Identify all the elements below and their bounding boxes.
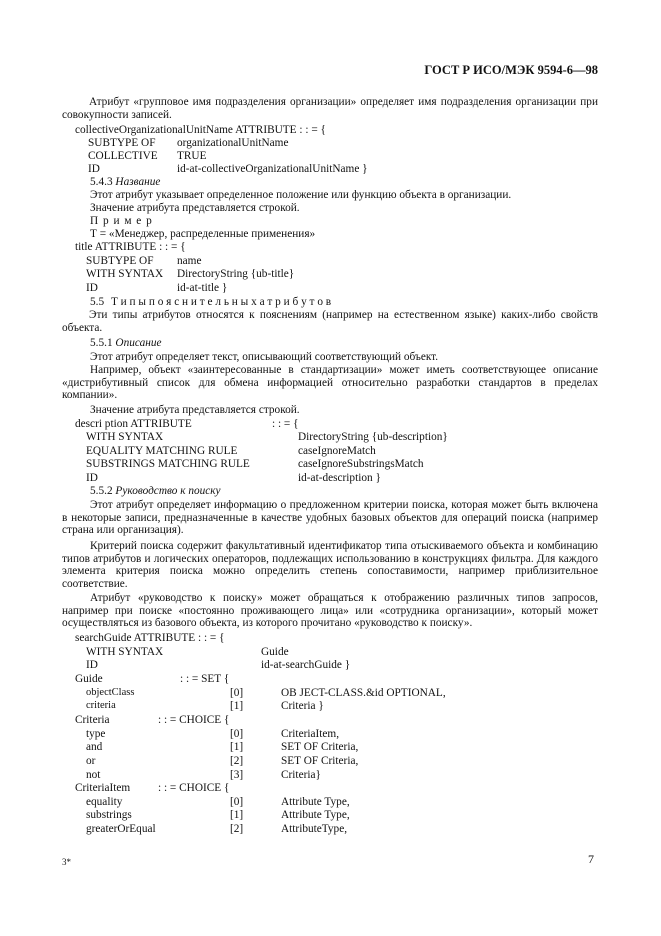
description-key: WITH SYNTAX <box>86 431 164 443</box>
criteria-type: SET OF Criteria, <box>281 741 359 753</box>
section-title: Описание <box>115 337 162 349</box>
guide-assign: : : = SET { <box>180 673 230 685</box>
criteria-field: or <box>86 755 96 767</box>
description-key: EQUALITY MATCHING RULE <box>86 445 238 457</box>
description-value: id-at-description } <box>298 472 381 484</box>
guide-field: objectClass <box>86 687 135 698</box>
searchguide-declaration: searchGuide ATTRIBUTE : : = { <box>75 632 225 644</box>
guide-field: criteria <box>86 700 116 711</box>
criteria-declaration: Criteria <box>75 714 110 726</box>
title-key: WITH SYNTAX <box>86 268 164 280</box>
example-label: П р и м е р <box>90 215 153 227</box>
criteriaitem-type: AttributeType, <box>281 823 348 835</box>
section-heading <box>90 485 221 498</box>
section-heading <box>90 337 162 350</box>
criteriaitem-type: Attribute Type, <box>281 796 350 808</box>
criteria-field: not <box>86 769 101 781</box>
criteria-field: and <box>86 741 103 753</box>
criteriaitem-field: greaterOrEqual <box>86 823 156 835</box>
criteria-type: CriteriaItem, <box>281 728 340 740</box>
guide-tag: [1] <box>230 700 244 712</box>
searchguide-value: id-at-searchGuide } <box>261 659 351 671</box>
section-text: Значение атрибута представляется строкой. <box>90 404 300 416</box>
criteria-type: Criteria} <box>281 769 321 781</box>
description-value: caseIgnoreMatch <box>298 445 376 457</box>
section-text: Этот атрибут определяет информацию о предложенном критерии поиска, которая может быть включена в некоторые записи, предназначенные в качестве удобных базовых объектов для операций поиска (например страна или организация). <box>62 499 598 537</box>
description-assign: : : = { <box>272 418 299 430</box>
description-declaration: descri ption ATTRIBUTE <box>75 418 192 430</box>
title-declaration: title ATTRIBUTE : : = { <box>75 241 186 253</box>
criteriaitem-assign: : : = CHOICE { <box>158 782 230 794</box>
searchguide-value: Guide <box>261 646 289 658</box>
cou-key: ID <box>88 163 100 175</box>
section-heading <box>90 176 160 189</box>
section-text: Атрибут «руководство к поиску» может обращаться к отображению различных типов запросов, например при поиске «постоянно проживающего лица» или «сотрудника организации», который может осуществляться из базового объекта, из которого прочитано «руководство к поиску». <box>62 592 598 630</box>
section-title: Название <box>115 176 161 188</box>
title-value: DirectoryString {ub-title} <box>177 268 295 280</box>
searchguide-key: ID <box>86 659 98 671</box>
section-heading <box>90 296 331 309</box>
guide-tag: [0] <box>230 687 244 699</box>
description-key: ID <box>86 472 98 484</box>
criteriaitem-field: substrings <box>86 809 132 821</box>
criteria-assign: : : = CHOICE { <box>158 714 230 726</box>
criteria-tag: [1] <box>230 741 244 753</box>
guide-type: OB JECT-CLASS.&id OPTIONAL, <box>281 687 446 699</box>
title-key: ID <box>86 282 98 294</box>
criteria-tag: [2] <box>230 755 244 767</box>
section-text: Например, объект «заинтересованные в стандартизации» может иметь соответствующее описание «дистрибутивный список для обмена информацией относительно разработки стандартов в пределах компании». <box>62 364 598 402</box>
criteriaitem-tag: [2] <box>230 823 244 835</box>
criteria-tag: [0] <box>230 728 244 740</box>
footer-signature: 3* <box>62 857 71 867</box>
cou-value: id-at-collectiveOrganizationalUnitName } <box>177 163 368 175</box>
title-value: id-at-title } <box>177 282 228 294</box>
guide-type: Criteria } <box>281 700 324 712</box>
cou-value: TRUE <box>177 150 207 162</box>
title-key: SUBTYPE OF <box>86 255 154 267</box>
criteria-field: type <box>86 728 106 740</box>
criteria-tag: [3] <box>230 769 244 781</box>
example-text: Т = «Менеджер, распределенные применения» <box>90 228 316 240</box>
section-text: Этот атрибут указывает определенное положение или функцию объекта в организации. <box>90 189 512 201</box>
description-value: caseIgnoreSubstringsMatch <box>298 458 424 470</box>
guide-declaration: Guide <box>75 673 103 685</box>
criteria-type: SET OF Criteria, <box>281 755 359 767</box>
section-number: 5.5.1 <box>90 337 113 349</box>
document-header: ГОСТ Р ИСО/МЭК 9594-6—98 <box>424 63 598 77</box>
section-number: 5.5.2 <box>90 485 113 497</box>
title-value: name <box>177 255 202 267</box>
criteriaitem-field: equality <box>86 796 123 808</box>
searchguide-key: WITH SYNTAX <box>86 646 164 658</box>
section-text: Критерий поиска содержит факультативный идентификатор типа отыскиваемого объекта и комбинацию типов атрибутов и логических операторов, подлежащих использованию в конструкциях фильтра. Для каждого элемента критерия поиска можно определить степень сопоставимости, например приблизительное соответствие. <box>62 540 598 591</box>
section-text: Этот атрибут определяет текст, описывающий соответствующий объект. <box>90 351 439 363</box>
criteriaitem-type: Attribute Type, <box>281 809 350 821</box>
page-number: 7 <box>588 852 594 866</box>
cou-key: SUBTYPE OF <box>88 137 156 149</box>
cou-declaration: collectiveOrganizationalUnitName ATTRIBUTE : : = { <box>75 124 326 136</box>
description-value: DirectoryString {ub-description} <box>298 431 448 443</box>
cou-value: organizationalUnitName <box>177 137 289 149</box>
section-title: Т и п ы п о я с н и т е л ь н ы х а т р и б у т о в <box>110 296 332 308</box>
section-number: 5.4.3 <box>90 176 113 188</box>
section-number: 5.5 <box>90 296 105 308</box>
criteriaitem-tag: [1] <box>230 809 244 821</box>
section-text: Значение атрибута представляется строкой. <box>90 202 300 214</box>
description-key: SUBSTRINGS MATCHING RULE <box>86 458 250 470</box>
cou-key: COLLECTIVE <box>88 150 158 162</box>
section-text: Эти типы атрибутов относятся к пояснениям (например на естественном языке) каких-либо свойств объекта. <box>62 309 598 334</box>
criteriaitem-tag: [0] <box>230 796 244 808</box>
intro-paragraph: Атрибут «групповое имя подразделения организации» определяет имя подразделения организации при совокупности записей. <box>62 96 598 121</box>
criteriaitem-declaration: CriteriaItem <box>75 782 131 794</box>
section-title: Руководство к поиску <box>115 485 221 497</box>
